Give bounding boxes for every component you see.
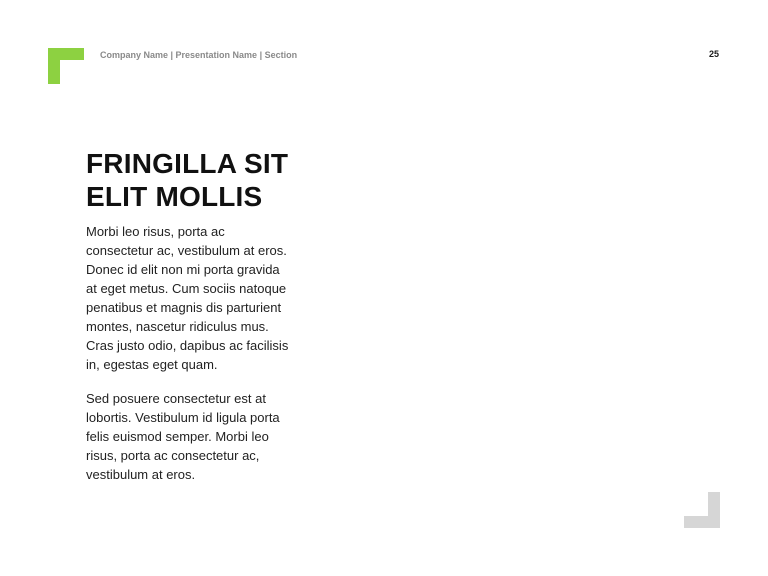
body-line: Morbi leo risus, porta ac bbox=[86, 224, 225, 239]
body-line: Donec id elit non mi porta gravida bbox=[86, 262, 280, 277]
body-line: Sed posuere consectetur est at bbox=[86, 391, 266, 406]
slide-title bbox=[86, 147, 386, 213]
body-paragraph bbox=[86, 222, 316, 374]
body-line: penatibus et magnis dis parturient bbox=[86, 300, 282, 315]
corner-bracket-bottom-right bbox=[684, 492, 720, 528]
body-paragraph bbox=[86, 389, 316, 484]
body-line: Cras justo odio, dapibus ac facilisis bbox=[86, 338, 289, 353]
corner-bracket-top-left bbox=[48, 48, 84, 84]
body-text bbox=[86, 222, 316, 484]
body-line: at eget metus. Cum sociis natoque bbox=[86, 281, 287, 296]
corner-bracket-shape bbox=[48, 48, 84, 84]
body-line: felis euismod semper. Morbi leo bbox=[86, 429, 269, 444]
body-line: lobortis. Vestibulum id ligula porta bbox=[86, 410, 280, 425]
body-line: in, egestas eget quam. bbox=[86, 357, 218, 372]
body-line: montes, nascetur ridiculus mus. bbox=[86, 319, 269, 334]
body-line: vestibulum at eros. bbox=[86, 467, 196, 482]
title-line: ELIT MOLLIS bbox=[86, 181, 263, 212]
page-number: 25 bbox=[708, 49, 719, 59]
corner-bracket-shape bbox=[684, 492, 720, 528]
title-line: FRINGILLA SIT bbox=[86, 148, 289, 179]
body-line: consectetur ac, vestibulum at eros. bbox=[86, 243, 287, 258]
body-line: risus, porta ac consectetur ac, bbox=[86, 448, 260, 463]
header-breadcrumb: Company Name | Presentation Name | Section bbox=[100, 50, 298, 60]
